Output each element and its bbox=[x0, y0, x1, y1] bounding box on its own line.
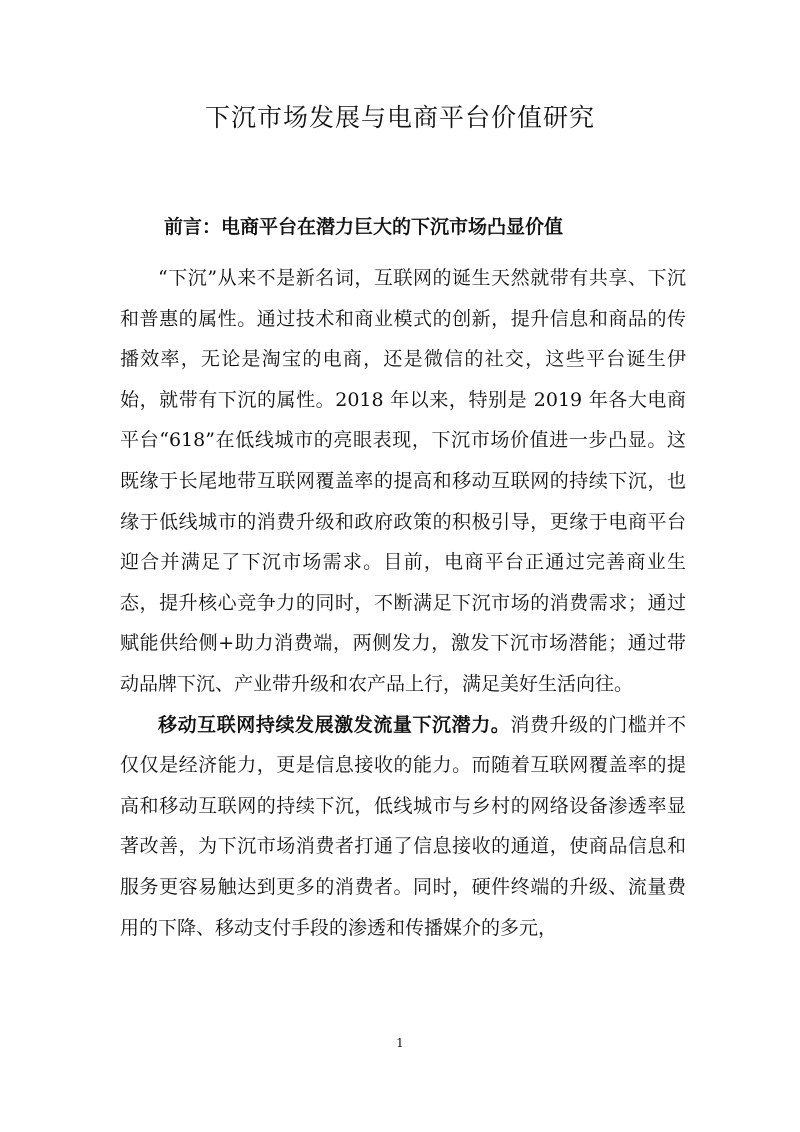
section-heading: 前言：电商平台在潜力巨大的下沉市场凸显价值 bbox=[164, 216, 564, 238]
paragraph-2-lead: 移动互联网持续发展激发流量下沉潜力。 bbox=[158, 713, 511, 736]
paragraph-1: “下沉”从来不是新名词，互联网的诞生天然就带有共享、下沉和普惠的属性。通过技术和商业模式的创新，提升信息和商品的传播效率，无论是淘宝的电商，还是微信的社交，这些平台诞生伊始，就带有下沉的属性。2018 年以来，特别是 2019 年各大电商平台“618”在低线城市的亮眼表现，下沉市场价值进一步凸显。这既缘于长尾地带互联网覆盖率的提高和移动互联网的持续下沉，也缘于低线城市的消费升级和政府政策的积极引导，更缘于电商平台迎合并满足了下沉市场需求。目前，电商平台正通过完善商业生态，提升核心竞争力的同时，不断满足下沉市场的消费需求；通过赋能供给侧+助力消费端，两侧发力，激发下沉市场潜能；通过带动品牌下沉、产业带升级和农产品上行，满足美好生活向往。 bbox=[120, 267, 686, 695]
paragraph-2 bbox=[120, 705, 686, 949]
page-number: 1 bbox=[396, 1036, 404, 1050]
paragraph-2-text: 消费升级的门槛并不仅仅是经济能力，更是信息接收的能力。而随着互联网覆盖率的提高和移动互联网的持续下沉，低线城市与乡村的网络设备渗透率显著改善，为下沉市场消费者打通了信息接收的通道，使商品信息和服务更容易触达到更多的消费者。同时，硬件终端的升级、流量费用的下降、移动支付手段的渗透和传播媒介的多元， bbox=[120, 713, 686, 939]
document-body bbox=[120, 258, 686, 948]
document-title: 下沉市场发展与电商平台价值研究 bbox=[204, 103, 595, 132]
